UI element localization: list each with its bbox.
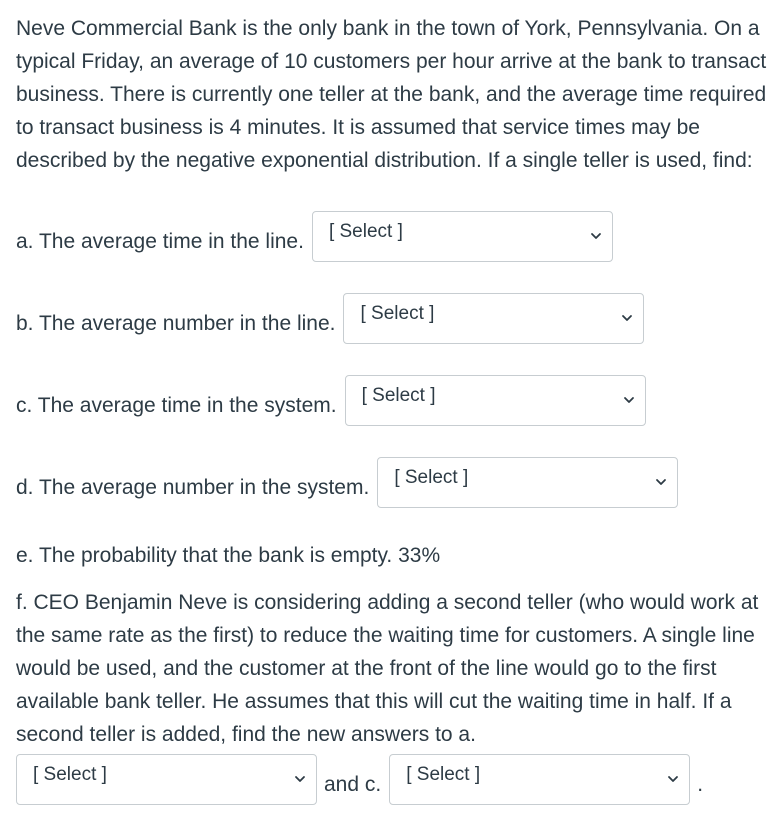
question-a-label: a. The average time in the line. <box>16 230 304 253</box>
question-f-period: . <box>697 773 704 796</box>
chevron-down-icon <box>294 773 306 785</box>
question-d-select[interactable] <box>377 457 678 508</box>
question-d <box>16 457 768 508</box>
question-f-answers <box>16 754 768 805</box>
question-c-label: c. The average time in the system. <box>16 394 337 417</box>
question-d-select-value: [ Select ] <box>394 467 469 488</box>
question-b-select-value: [ Select ] <box>360 303 435 324</box>
question-e: e. The probability that the bank is empty. 33% <box>16 544 441 567</box>
question-f-a-select[interactable] <box>16 754 317 805</box>
question-b-label: b. The average number in the line. <box>16 312 336 335</box>
question-c-select[interactable] <box>345 375 646 426</box>
question-a <box>16 211 768 262</box>
question-content <box>16 12 768 805</box>
chevron-down-icon <box>623 394 635 406</box>
question-c <box>16 375 768 426</box>
question-f-c-select[interactable] <box>389 754 690 805</box>
question-b <box>16 293 768 344</box>
question-b-select[interactable] <box>343 293 644 344</box>
question-f-c-select-value: [ Select ] <box>406 764 481 785</box>
problem-intro: Neve Commercial Bank is the only bank in the town of York, Pennsylvania. On a typical Friday, an average of 10 customers per hour arrive at the bank to transact business. There is currently one teller at the bank, and the average time required to transact business is 4 minutes. It is assumed that service times may be described by the negative exponential distribution. If a single teller is used, find: <box>16 17 767 172</box>
chevron-down-icon <box>655 476 667 488</box>
question-c-select-value: [ Select ] <box>361 385 436 406</box>
question-a-select[interactable] <box>312 211 613 262</box>
chevron-down-icon <box>621 312 633 324</box>
question-a-select-value: [ Select ] <box>328 221 403 242</box>
question-d-label: d. The average number in the system. <box>16 476 370 499</box>
question-f-connector: and c. <box>324 773 382 796</box>
question-f-a-select-value: [ Select ] <box>33 764 107 785</box>
chevron-down-icon <box>590 230 602 242</box>
chevron-down-icon <box>667 773 679 785</box>
question-f-text: f. CEO Benjamin Neve is considering adding a second teller (who would work at the same rate as the first) to reduce the waiting time for customers. A single line would be used, and the customer at the front of the line would go to the first available bank teller. He assumes that this will cut the waiting time in half. If a second teller is added, find the new answers to a. <box>16 591 759 746</box>
